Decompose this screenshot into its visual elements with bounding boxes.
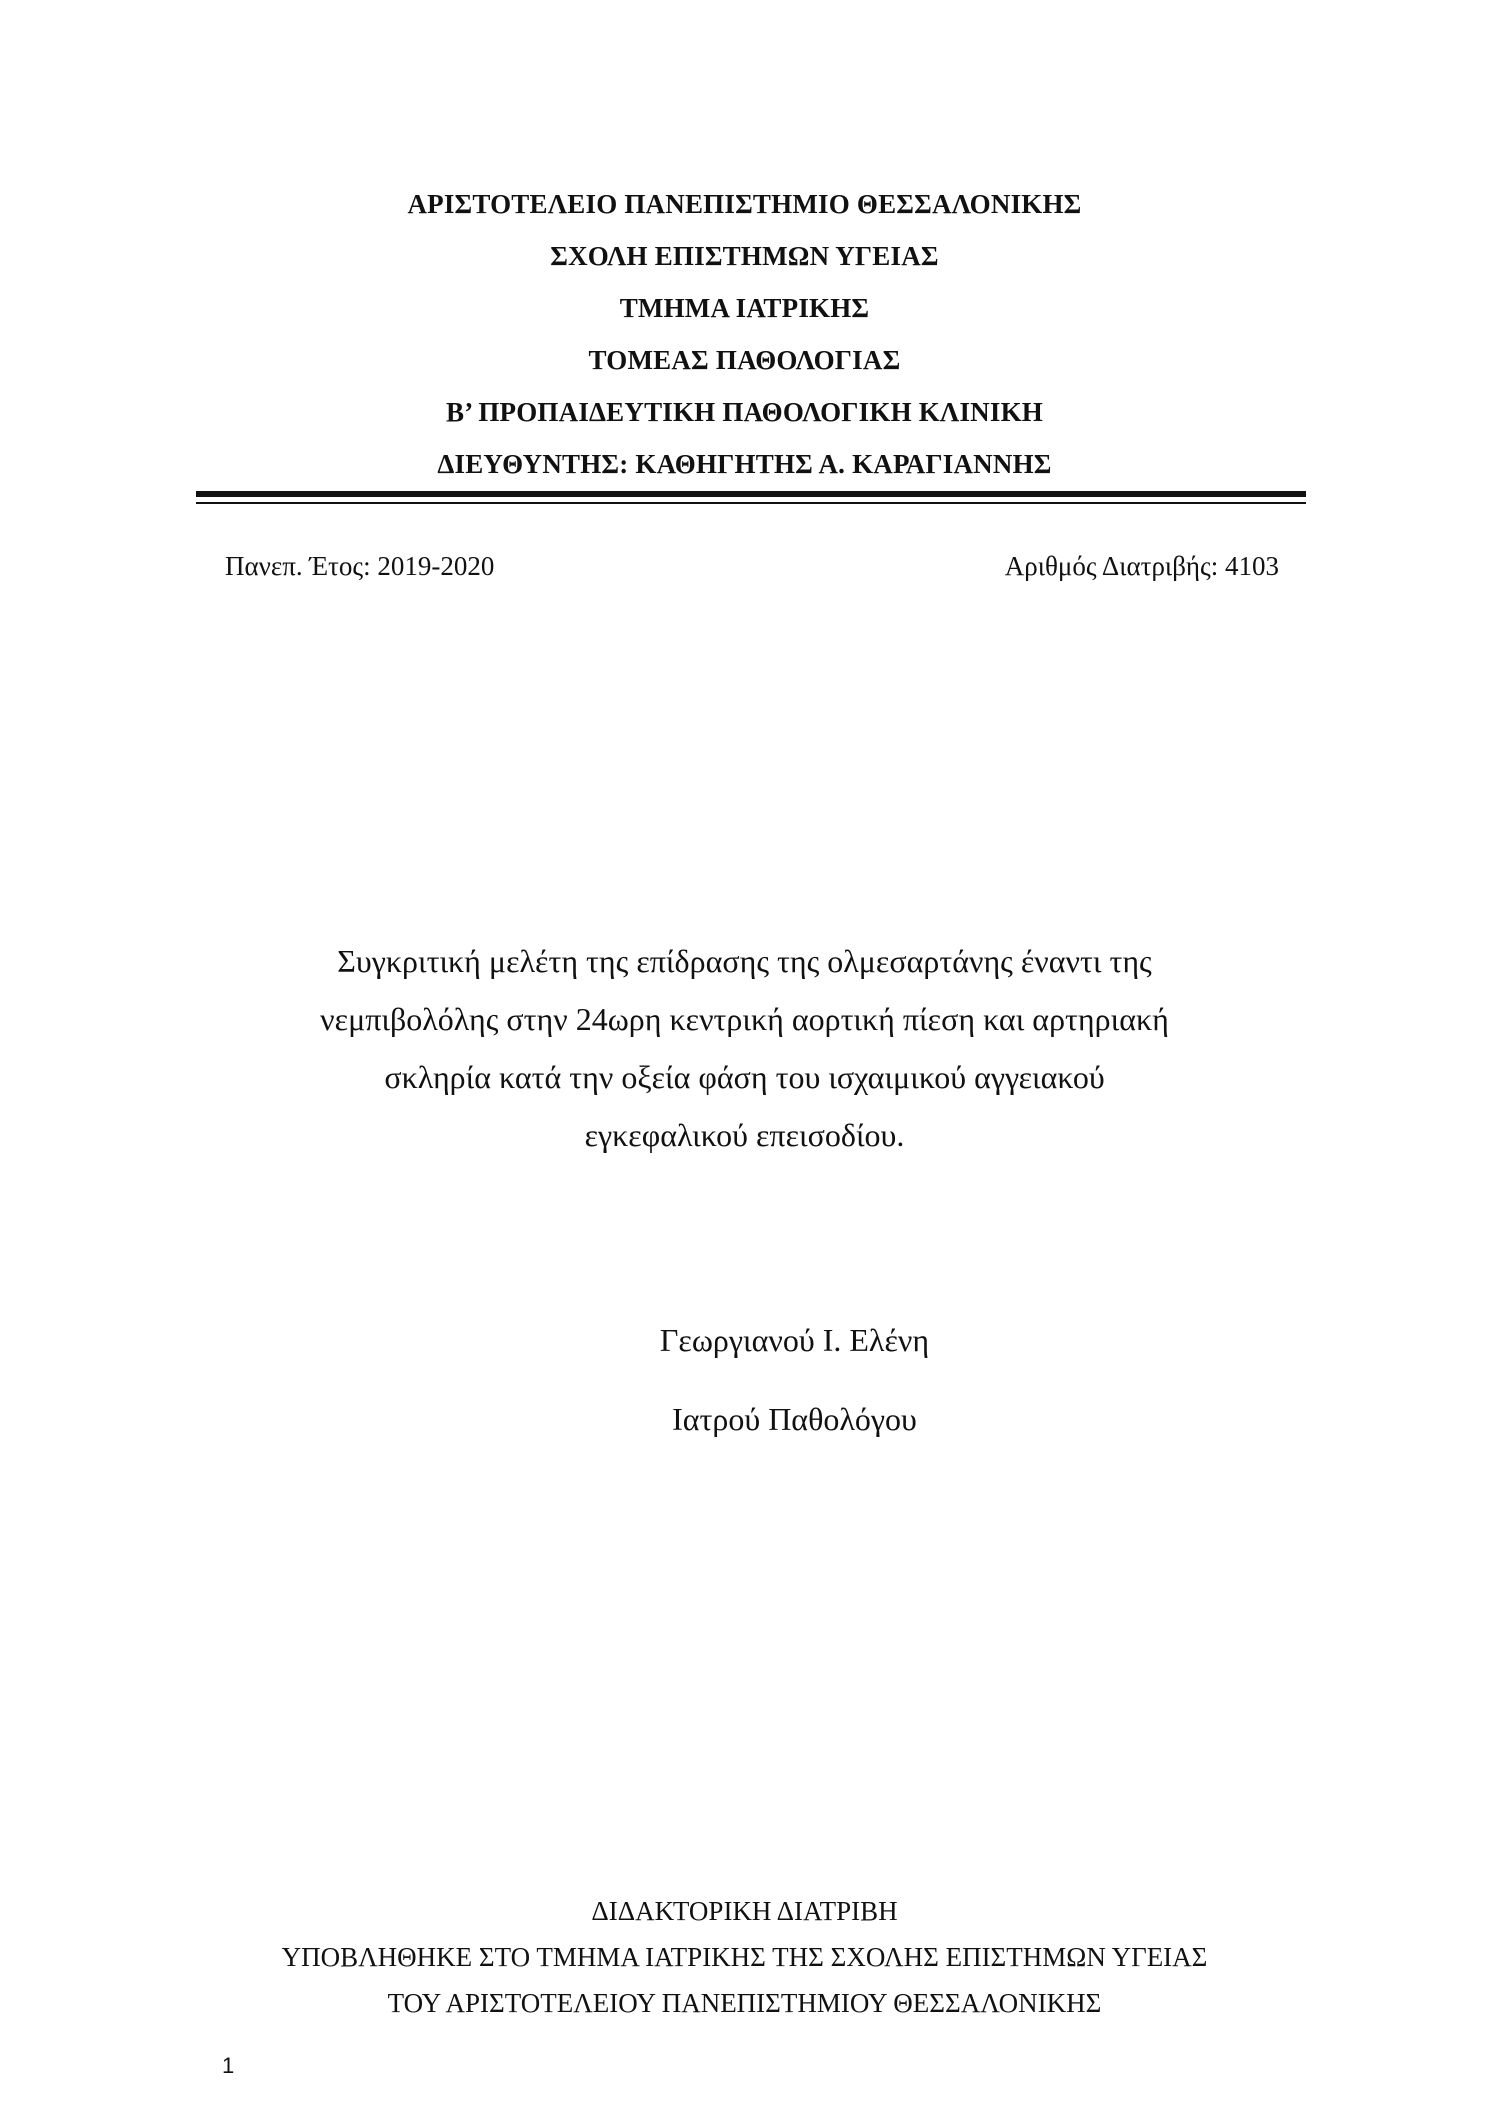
sector-name: ΤΟΜΕΑΣ ΠΑΘΟΛΟΓΙΑΣ [588,345,901,375]
page-number: 1 [222,2053,235,2078]
dissertation-title [0,932,1489,1164]
school-name: ΣΧΟΛΗ ΕΠΙΣΤΗΜΩΝ ΥΓΕΙΑΣ [550,241,939,271]
header-divider-thin [196,502,1306,504]
dissertation-number: Αριθμός Διατριβής: 4103 [1004,551,1279,581]
submission-line: ΥΠΟΒΛΗΘΗΚΕ ΣΤΟ ΤΜΗΜΑ ΙΑΤΡΙΚΗΣ ΤΗΣ ΣΧΟΛΗΣ ΕΠΙΣΤΗΜΩΝ ΥΓΕΙΑΣ [281,1942,1208,1972]
institution-header [0,178,1489,490]
document-type: ΔΙΔΑΚΤΟΡΙΚΗ ΔΙΑΤΡΙΒΗ [591,1896,898,1926]
title-line: σκληρία κατά την οξεία φάση του ισχαιμικού αγγειακού [384,1059,1105,1095]
director-line: ΔΙΕΥΘΥΝΤΗΣ: ΚΑΘΗΓΗΤΗΣ Α. ΚΑΡΑΓΙΑΝΝΗΣ [437,449,1052,479]
title-line: Συγκριτική μελέτη της επίδρασης της ολμεσαρτάνης έναντι της [337,943,1152,979]
submission-statement [0,1888,1489,2026]
title-line: εγκεφαλικού επεισοδίου. [584,1117,905,1153]
title-line: νεμπιβολόλης στην 24ωρη κεντρική αορτική πίεση και αρτηριακή [320,1001,1169,1037]
academic-year: Πανεπ. Έτος: 2019-2020 [225,551,495,581]
header-divider-thick [196,491,1306,497]
university-name: ΑΡΙΣΤΟΤΕΛΕΙΟ ΠΑΝΕΠΙΣΤΗΜΙΟ ΘΕΣΣΑΛΟΝΙΚΗΣ [407,189,1082,219]
author-role: Ιατρού Παθολόγου [672,1401,917,1437]
department-name: ΤΜΗΜΑ ΙΑΤΡΙΚΗΣ [619,293,870,323]
author-name: Γεωργιανού Ι. Ελένη [659,1322,930,1358]
submission-line: ΤΟΥ ΑΡΙΣΤΟΤΕΛΕΙΟΥ ΠΑΝΕΠΙΣΤΗΜΙΟΥ ΘΕΣΣΑΛΟΝΙΚΗΣ [387,1988,1102,2018]
clinic-name: Β’ ΠΡΟΠΑΙΔΕΥΤΙΚΗ ΠΑΘΟΛΟΓΙΚΗ ΚΛΙΝΙΚΗ [445,397,1043,427]
